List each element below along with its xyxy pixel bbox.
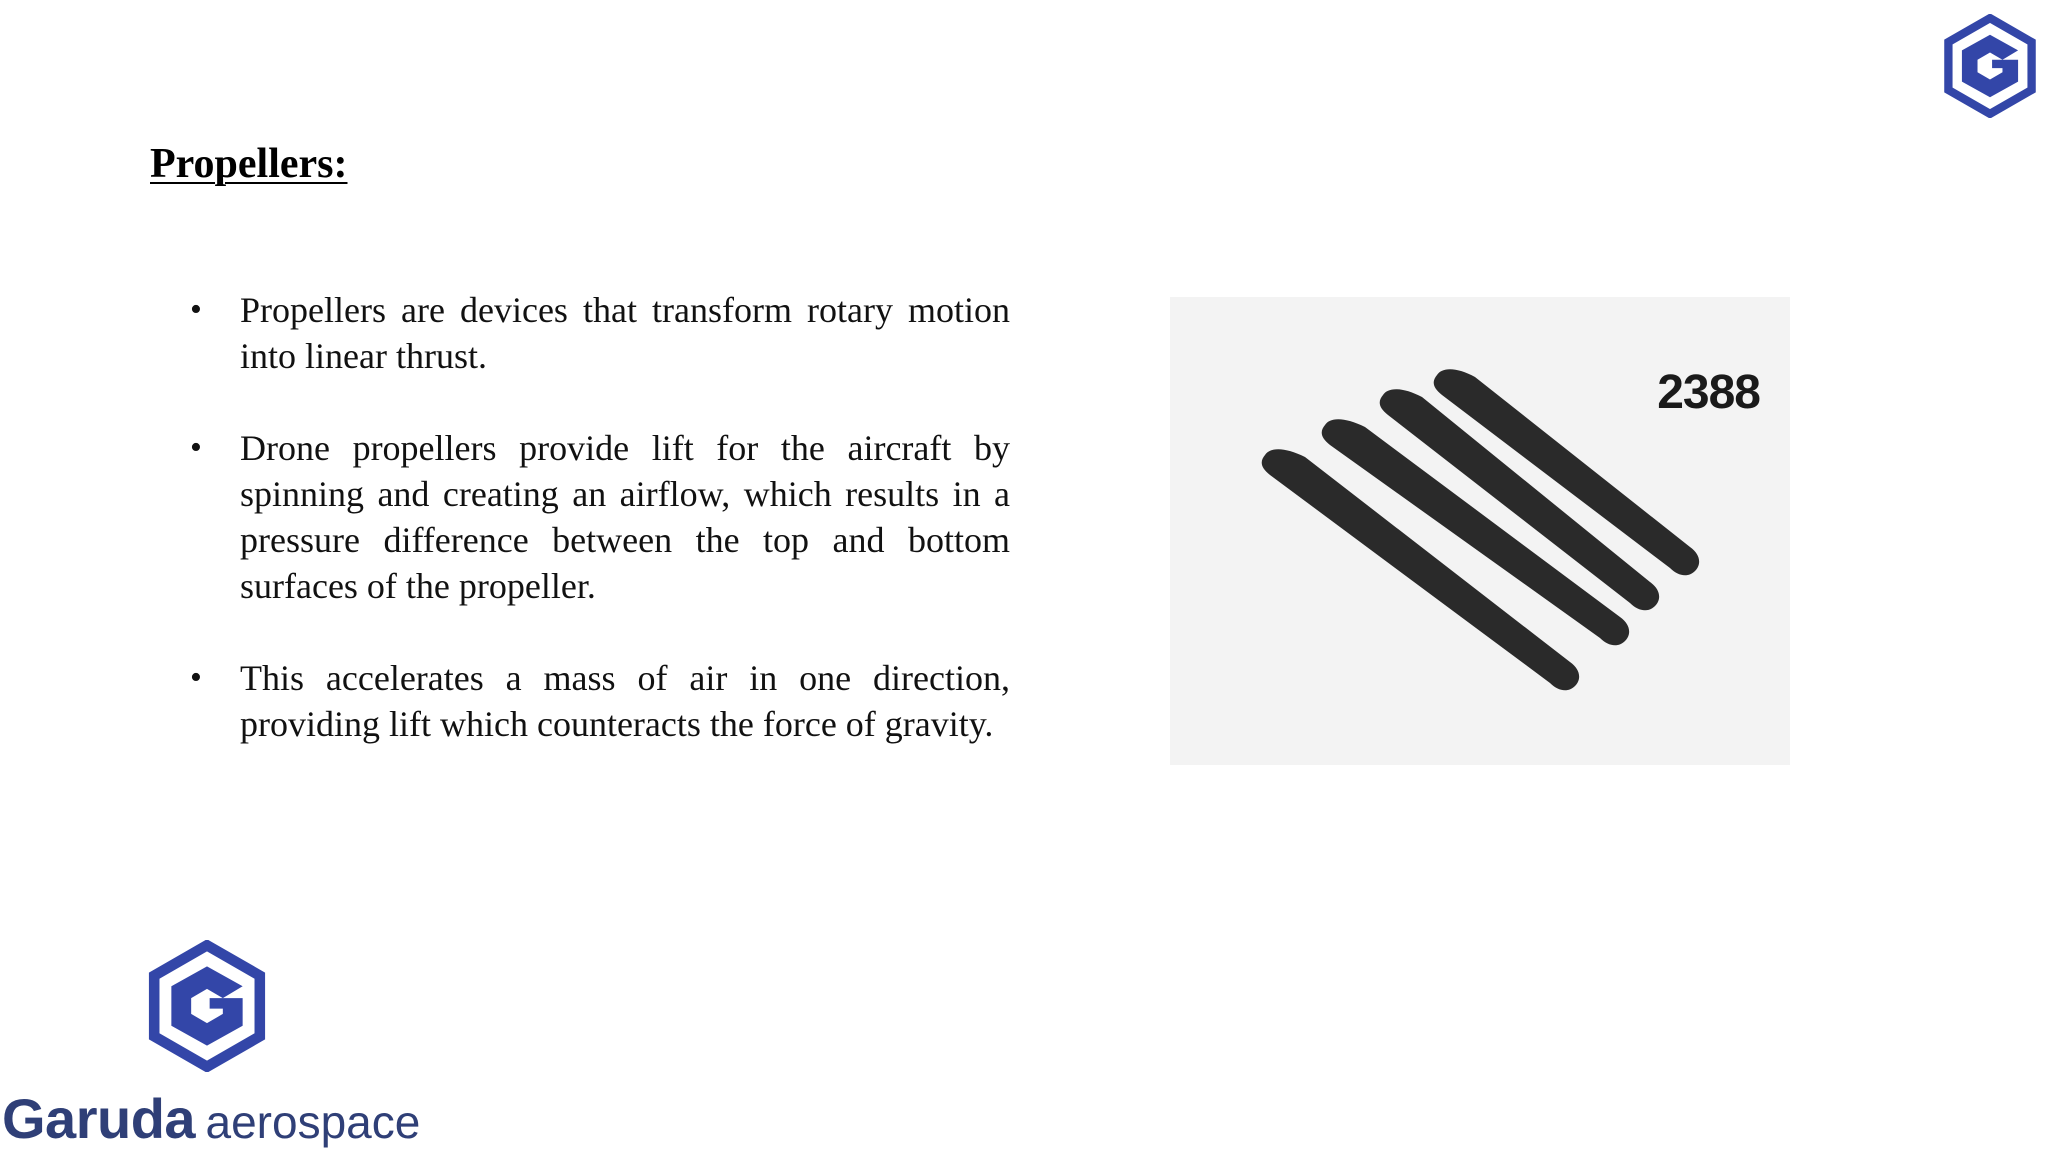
bullet-text: This accelerates a mass of air in one direction, providing lift which counteracts the force of gravity. — [240, 658, 1010, 744]
brand-suffix: aerospace — [205, 1096, 421, 1148]
garuda-logo-icon-top — [1935, 14, 2045, 118]
bullet-item — [190, 655, 1010, 747]
bullet-text: Propellers are devices that transform rotary motion into linear thrust. — [240, 290, 1010, 376]
brand-wordmark — [2, 1086, 420, 1151]
brand-name: Garuda — [2, 1087, 196, 1150]
bullet-marker: • — [190, 429, 202, 466]
model-number-label: 2388 — [1657, 366, 1760, 419]
bullet-marker: • — [190, 659, 202, 696]
propeller-product-image — [1170, 297, 1790, 765]
bullet-marker: • — [190, 291, 202, 328]
garuda-logo-icon — [132, 940, 282, 1072]
bullet-item — [190, 287, 1010, 379]
bullet-list — [190, 287, 1010, 793]
slide-title: Propellers: — [150, 141, 348, 187]
bullet-item — [190, 425, 1010, 609]
bullet-text: Drone propellers provide lift for the aircraft by spinning and creating an airflow, which results in a pressure difference between the top and bottom surfaces of the propeller. — [240, 428, 1010, 606]
